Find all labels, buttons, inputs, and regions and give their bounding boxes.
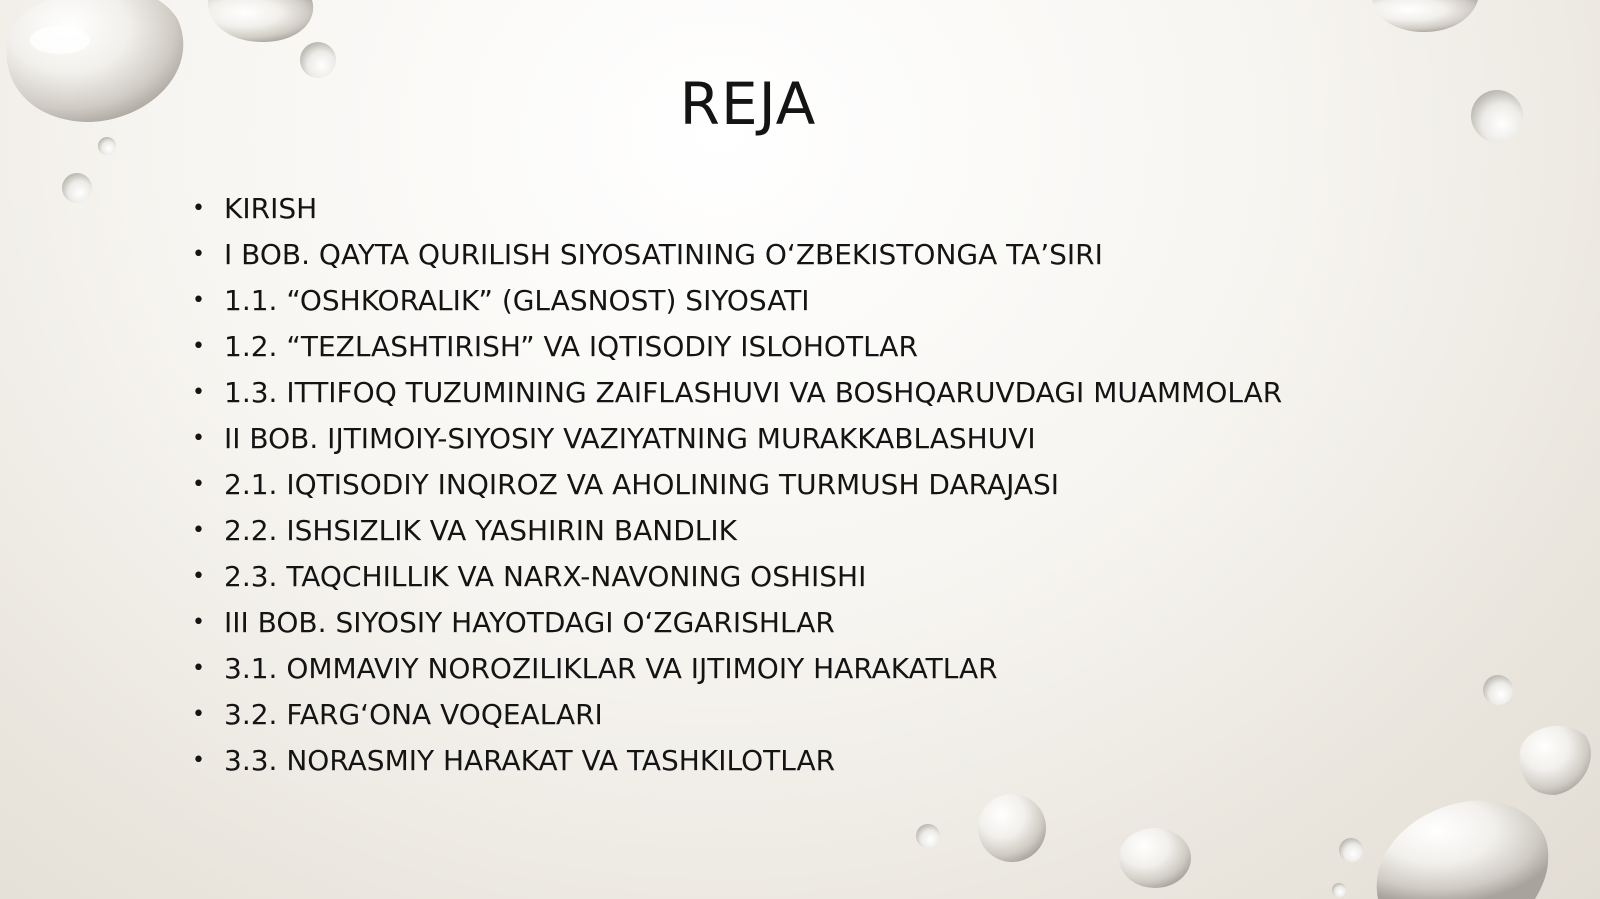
bullet-icon: • <box>192 610 205 635</box>
bullet-icon: • <box>192 380 205 405</box>
droplet-tiny <box>62 173 92 203</box>
bullet-icon: • <box>192 242 205 267</box>
list-item-text: 3.2. FARG‘ONA VOQEALARI <box>224 698 603 731</box>
list-item <box>190 324 1490 370</box>
list-item-text: 2.1. IQTISODIY INQIROZ VA AHOLINING TURMUSH DARAJASI <box>224 468 1060 501</box>
list-item <box>190 278 1490 324</box>
slide-title: REJA <box>679 70 817 138</box>
bullet-icon: • <box>192 748 205 773</box>
list-item <box>190 416 1490 462</box>
bullet-icon: • <box>192 334 205 359</box>
list-item-text: 2.3. TAQCHILLIK VA NARX-NAVONING OSHISHI <box>224 560 867 593</box>
list-item <box>190 232 1490 278</box>
bullet-icon: • <box>192 288 205 313</box>
droplet-tiny <box>1339 838 1363 862</box>
list-item <box>190 738 1490 784</box>
droplet-bottom-medium <box>1119 828 1191 888</box>
droplet-top-right <box>1372 0 1478 32</box>
bullet-icon: • <box>192 518 205 543</box>
bullet-icon: • <box>192 196 205 221</box>
outline-list <box>190 186 1490 784</box>
list-item-text: KIRISH <box>224 192 318 225</box>
list-item-text: 1.1. “OSHKORALIK” (GLASNOST) SIYOSATI <box>224 284 810 317</box>
list-item <box>190 554 1490 600</box>
list-item-text: 3.1. OMMAVIY NOROZILIKLAR VA IJTIMOIY HARAKATLAR <box>224 652 998 685</box>
list-item <box>190 692 1490 738</box>
list-item-text: 1.3. ITTIFOQ TUZUMINING ZAIFLASHUVI VA BOSHQARUVDAGI MUAMMOLAR <box>224 376 1283 409</box>
bullet-icon: • <box>192 656 205 681</box>
list-item-text: 1.2. “TEZLASHTIRISH” VA IQTISODIY ISLOHOTLAR <box>224 330 918 363</box>
list-item-text: 2.2. ISHSIZLIK VA YASHIRIN BANDLIK <box>224 514 737 547</box>
bullet-icon: • <box>192 472 205 497</box>
bullet-icon: • <box>192 564 205 589</box>
list-item <box>190 600 1490 646</box>
bullet-icon: • <box>192 426 205 451</box>
list-item-text: III BOB. SIYOSIY HAYOTDAGI O‘ZGARISHLAR <box>224 606 835 639</box>
droplet-top-left-medium <box>208 0 313 42</box>
droplet-tiny <box>916 824 940 848</box>
list-item <box>190 646 1490 692</box>
list-item <box>190 370 1490 416</box>
list-item-text: I BOB. QAYTA QURILISH SIYOSATINING O‘ZBEKISTONGA TA’SIRI <box>224 238 1103 271</box>
list-item <box>190 462 1490 508</box>
list-item-text: II BOB. IJTIMOIY-SIYOSIY VAZIYATNING MURAKKABLASHUVI <box>224 422 1036 455</box>
droplet-right-medium <box>1520 726 1591 795</box>
droplet-tiny <box>1332 883 1346 897</box>
bullet-icon: • <box>192 702 205 727</box>
droplet-bottom-right-large <box>1377 801 1549 899</box>
list-item <box>190 186 1490 232</box>
list-item <box>190 508 1490 554</box>
list-item-text: 3.3. NORASMIY HARAKAT VA TASHKILOTLAR <box>224 744 836 777</box>
droplet-bottom-medium <box>978 794 1046 862</box>
